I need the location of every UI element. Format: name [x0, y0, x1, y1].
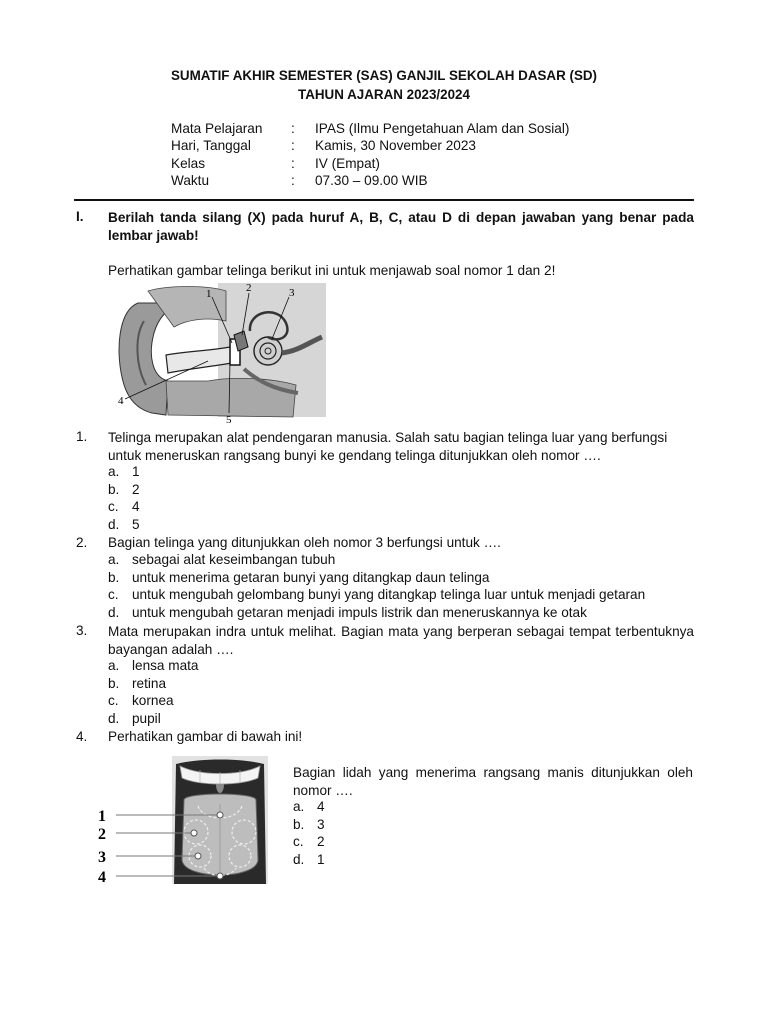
option-text: untuk mengubah gelombang bunyi yang ditangkap telinga luar untuk menjadi getaran: [132, 587, 646, 602]
option-letter: c.: [108, 587, 119, 602]
question-1-number: 1.: [76, 429, 88, 444]
option-text: lensa mata: [132, 658, 199, 673]
meta-value: IPAS (Ilmu Pengetahuan Alam dan Sosial): [315, 121, 570, 136]
option-letter: d.: [108, 517, 120, 532]
option-text: 3: [317, 817, 325, 832]
option-letter: b.: [108, 570, 120, 585]
ear-intro: Perhatikan gambar telinga berikut ini untuk menjawab soal nomor 1 dan 2!: [108, 263, 556, 278]
meta-colon: :: [291, 156, 295, 171]
option-text: retina: [132, 676, 167, 691]
option-text: 2: [317, 834, 325, 849]
option-letter: a.: [108, 464, 120, 479]
option-text: 2: [132, 482, 140, 497]
option-letter: c.: [293, 834, 304, 849]
meta-value: IV (Empat): [315, 156, 380, 171]
option-letter: b.: [108, 676, 120, 691]
option-text: sebagai alat keseimbangan tubuh: [132, 552, 336, 567]
meta-label: Hari, Tanggal: [171, 138, 251, 153]
meta-label: Waktu: [171, 173, 210, 188]
question-3-text: Mata merupakan indra untuk melihat. Bagian mata yang berperan sebagai tempat terbentuknya bayangan adalah ….: [108, 624, 694, 657]
meta-label: Mata Pelajaran: [171, 121, 263, 136]
question-4-text: Perhatikan gambar di bawah ini!: [108, 729, 303, 744]
option-letter: d.: [108, 711, 120, 726]
tongue-label-4: 4: [98, 869, 106, 886]
option-letter: c.: [108, 693, 119, 708]
option-letter: b.: [108, 482, 120, 497]
exam-title: SUMATIF AKHIR SEMESTER (SAS) GANJIL SEKOLAH DASAR (SD): [170, 68, 598, 83]
meta-value: Kamis, 30 November 2023: [315, 138, 476, 153]
option-text: pupil: [132, 711, 161, 726]
option-letter: d.: [108, 605, 120, 620]
meta-label: Kelas: [171, 156, 206, 171]
question-4-number: 4.: [76, 729, 88, 744]
option-letter: a.: [108, 658, 120, 673]
tongue-label-1: 1: [98, 808, 106, 825]
option-letter: d.: [293, 852, 305, 867]
option-letter: a.: [108, 552, 120, 567]
option-letter: b.: [293, 817, 305, 832]
ear-diagram: [108, 281, 328, 426]
question-1-text: Telinga merupakan alat pendengaran manusia. Salah satu bagian telinga luar yang berfungsi untuk meneruskan rangsang bunyi ke gendang telinga ditunjukkan oleh nomor ….: [108, 430, 668, 463]
option-text: 1: [317, 852, 325, 867]
tongue-diagram: [80, 756, 268, 886]
option-text: 4: [317, 799, 325, 814]
option-text: kornea: [132, 693, 174, 708]
meta-colon: :: [291, 138, 295, 153]
section-numeral: I.: [76, 209, 84, 224]
question-2-number: 2.: [76, 535, 88, 550]
ear-label-3: 3: [289, 287, 295, 299]
ear-label-2: 2: [246, 282, 252, 294]
ear-label-4: 4: [118, 395, 124, 407]
option-letter: a.: [293, 799, 305, 814]
meta-colon: :: [291, 173, 295, 188]
option-text: untuk menerima getaran bunyi yang ditangkap daun telinga: [132, 570, 490, 585]
option-text: untuk mengubah getaran menjadi impuls listrik dan meneruskannya ke otak: [132, 605, 587, 620]
option-text: 4: [132, 499, 140, 514]
meta-colon: :: [291, 121, 295, 136]
meta-value: 07.30 – 09.00 WIB: [315, 173, 428, 188]
option-letter: c.: [108, 499, 119, 514]
ear-label-1: 1: [206, 288, 212, 300]
section-instruction: Berilah tanda silang (X) pada huruf A, B, C, atau D di depan jawaban yang benar pada lembar jawab!: [108, 210, 694, 243]
tongue-label-2: 2: [98, 826, 106, 843]
ear-label-5: 5: [226, 414, 232, 426]
option-text: 1: [132, 464, 140, 479]
question-4-side-text: Bagian lidah yang menerima rangsang manis ditunjukkan oleh nomor ….: [293, 765, 693, 798]
tongue-label-3: 3: [98, 849, 106, 866]
exam-year: TAHUN AJARAN 2023/2024: [298, 87, 470, 102]
option-text: 5: [132, 517, 140, 532]
question-3-number: 3.: [76, 623, 88, 638]
question-2-text: Bagian telinga yang ditunjukkan oleh nomor 3 berfungsi untuk ….: [108, 535, 501, 550]
header-divider: [74, 199, 694, 201]
